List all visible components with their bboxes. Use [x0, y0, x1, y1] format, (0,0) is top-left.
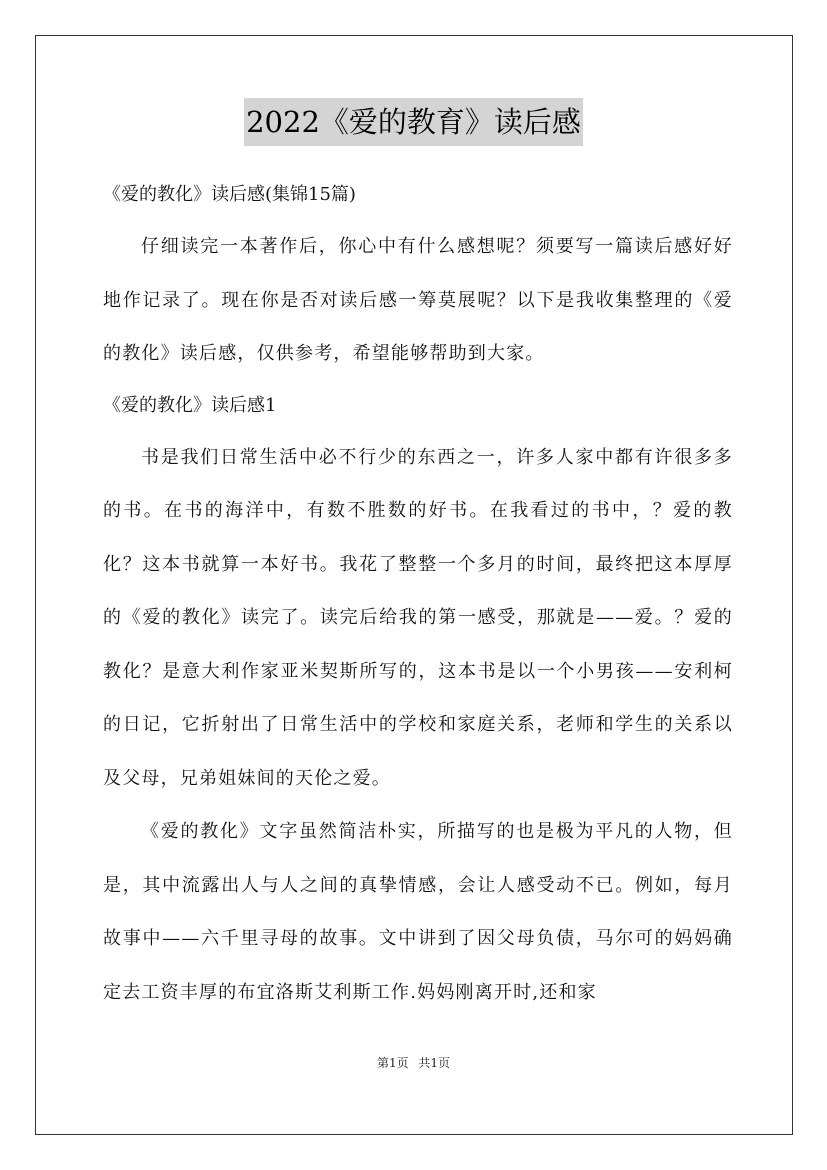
body-paragraph-2: 《爱的教化》文字虽然简洁朴实，所描写的也是极为平凡的人物，但是，其中流露出人与人之间的真挚情感，会让人感受动不已。例如，每月故事中——六千里寻母的故事。文中讲到了因父母负债，马尔可的妈妈确定去工资丰厚的布宜洛斯艾利斯工作.妈妈刚离开时,还和家 [103, 821, 733, 1003]
document-subtitle: 《爱的教化》读后感(集锦15篇) [103, 184, 356, 205]
body-paragraph-1: 书是我们日常生活中必不行少的东西之一，许多人家中都有许很多多的书。在书的海洋中，有数不胜数的好书。在我看过的书中，？爱的教化？这本书就算一本好书。我花了整整一个多月的时间，最终把这本厚厚的《爱的教化》读完了。读完后给我的第一感受，那就是——爱。？爱的教化？是意大利作家亚米契斯所写的，这本书是以一个小男孩——安利柯的日记，它折射出了日常生活中的学校和家庭关系，老师和学生的关系以及父母，兄弟姐妹间的天伦之爱。 [103, 446, 733, 789]
section-heading: 《爱的教化》读后感1 [103, 394, 277, 416]
intro-paragraph: 仔细读完一本著作后，你心中有什么感想呢？须要写一篇读后感好好地作记录了。现在你是否对读后感一筹莫展呢？以下是我收集整理的《爱的教化》读后感，仅供参考，希望能够帮助到大家。 [103, 236, 733, 364]
page-total: 共1页 [418, 1056, 451, 1070]
document-title: 2022《爱的教育》读后感 [244, 98, 583, 146]
title-container [0, 98, 827, 146]
page-number: 第1页 [376, 1056, 409, 1070]
page-footer [0, 1054, 827, 1071]
document-body [103, 170, 733, 1019]
